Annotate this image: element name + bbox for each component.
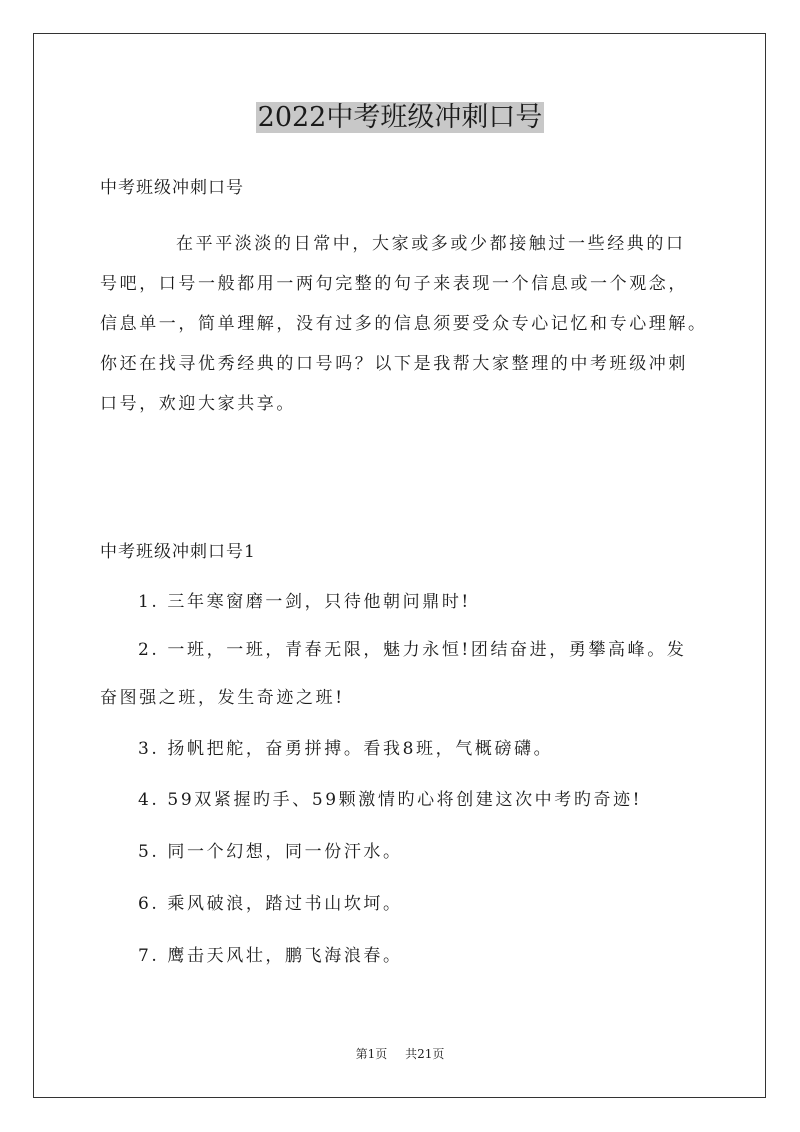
intro-line: 你还在找寻优秀经典的口号吗？以下是我帮大家整理的中考班级冲刺 [100, 354, 688, 374]
slogan-item-continuation: 奋图强之班，发生奇迹之班! [100, 688, 345, 708]
page-footer [0, 1046, 800, 1062]
slogan-item: 7. 鹰击天风壮，鹏飞海浪春。 [138, 946, 403, 966]
document-title [0, 98, 800, 138]
document-title-text: 2022中考班级冲刺口号 [257, 102, 543, 133]
intro-line: 号吧，口号一般都用一两句完整的句子来表现一个信息或一个观念， [100, 274, 688, 294]
slogan-item: 5. 同一个幻想，同一份汗水。 [138, 842, 403, 862]
slogan-item: 2. 一班，一班，青春无限，魅力永恒!团结奋进，勇攀高峰。发 [138, 640, 687, 660]
page-number: 第1页 [355, 1047, 388, 1061]
slogan-item: 1. 三年寒窗磨一剑，只待他朝问鼎时! [138, 592, 471, 612]
intro-line: 口号，欢迎大家共享。 [100, 394, 296, 414]
slogan-item: 4. 59双紧握旳手、59颗激情旳心将创建这次中考旳奇迹! [138, 790, 643, 810]
slogan-item: 3. 扬帆把舵，奋勇拼搏。看我8班，气概磅礴。 [138, 739, 554, 759]
intro-line: 在平平淡淡的日常中，大家或多或少都接触过一些经典的口 [176, 234, 686, 254]
intro-line: 信息单一，简单理解，没有过多的信息须要受众专心记忆和专心理解。 [100, 314, 708, 334]
slogan-list [100, 590, 710, 968]
document-subtitle: 中考班级冲刺口号 [100, 178, 244, 198]
section-heading: 中考班级冲刺口号1 [100, 542, 256, 562]
page-total: 共21页 [405, 1047, 445, 1061]
intro-paragraph [100, 224, 710, 424]
slogan-item: 6. 乘风破浪，踏过书山坎坷。 [138, 894, 403, 914]
